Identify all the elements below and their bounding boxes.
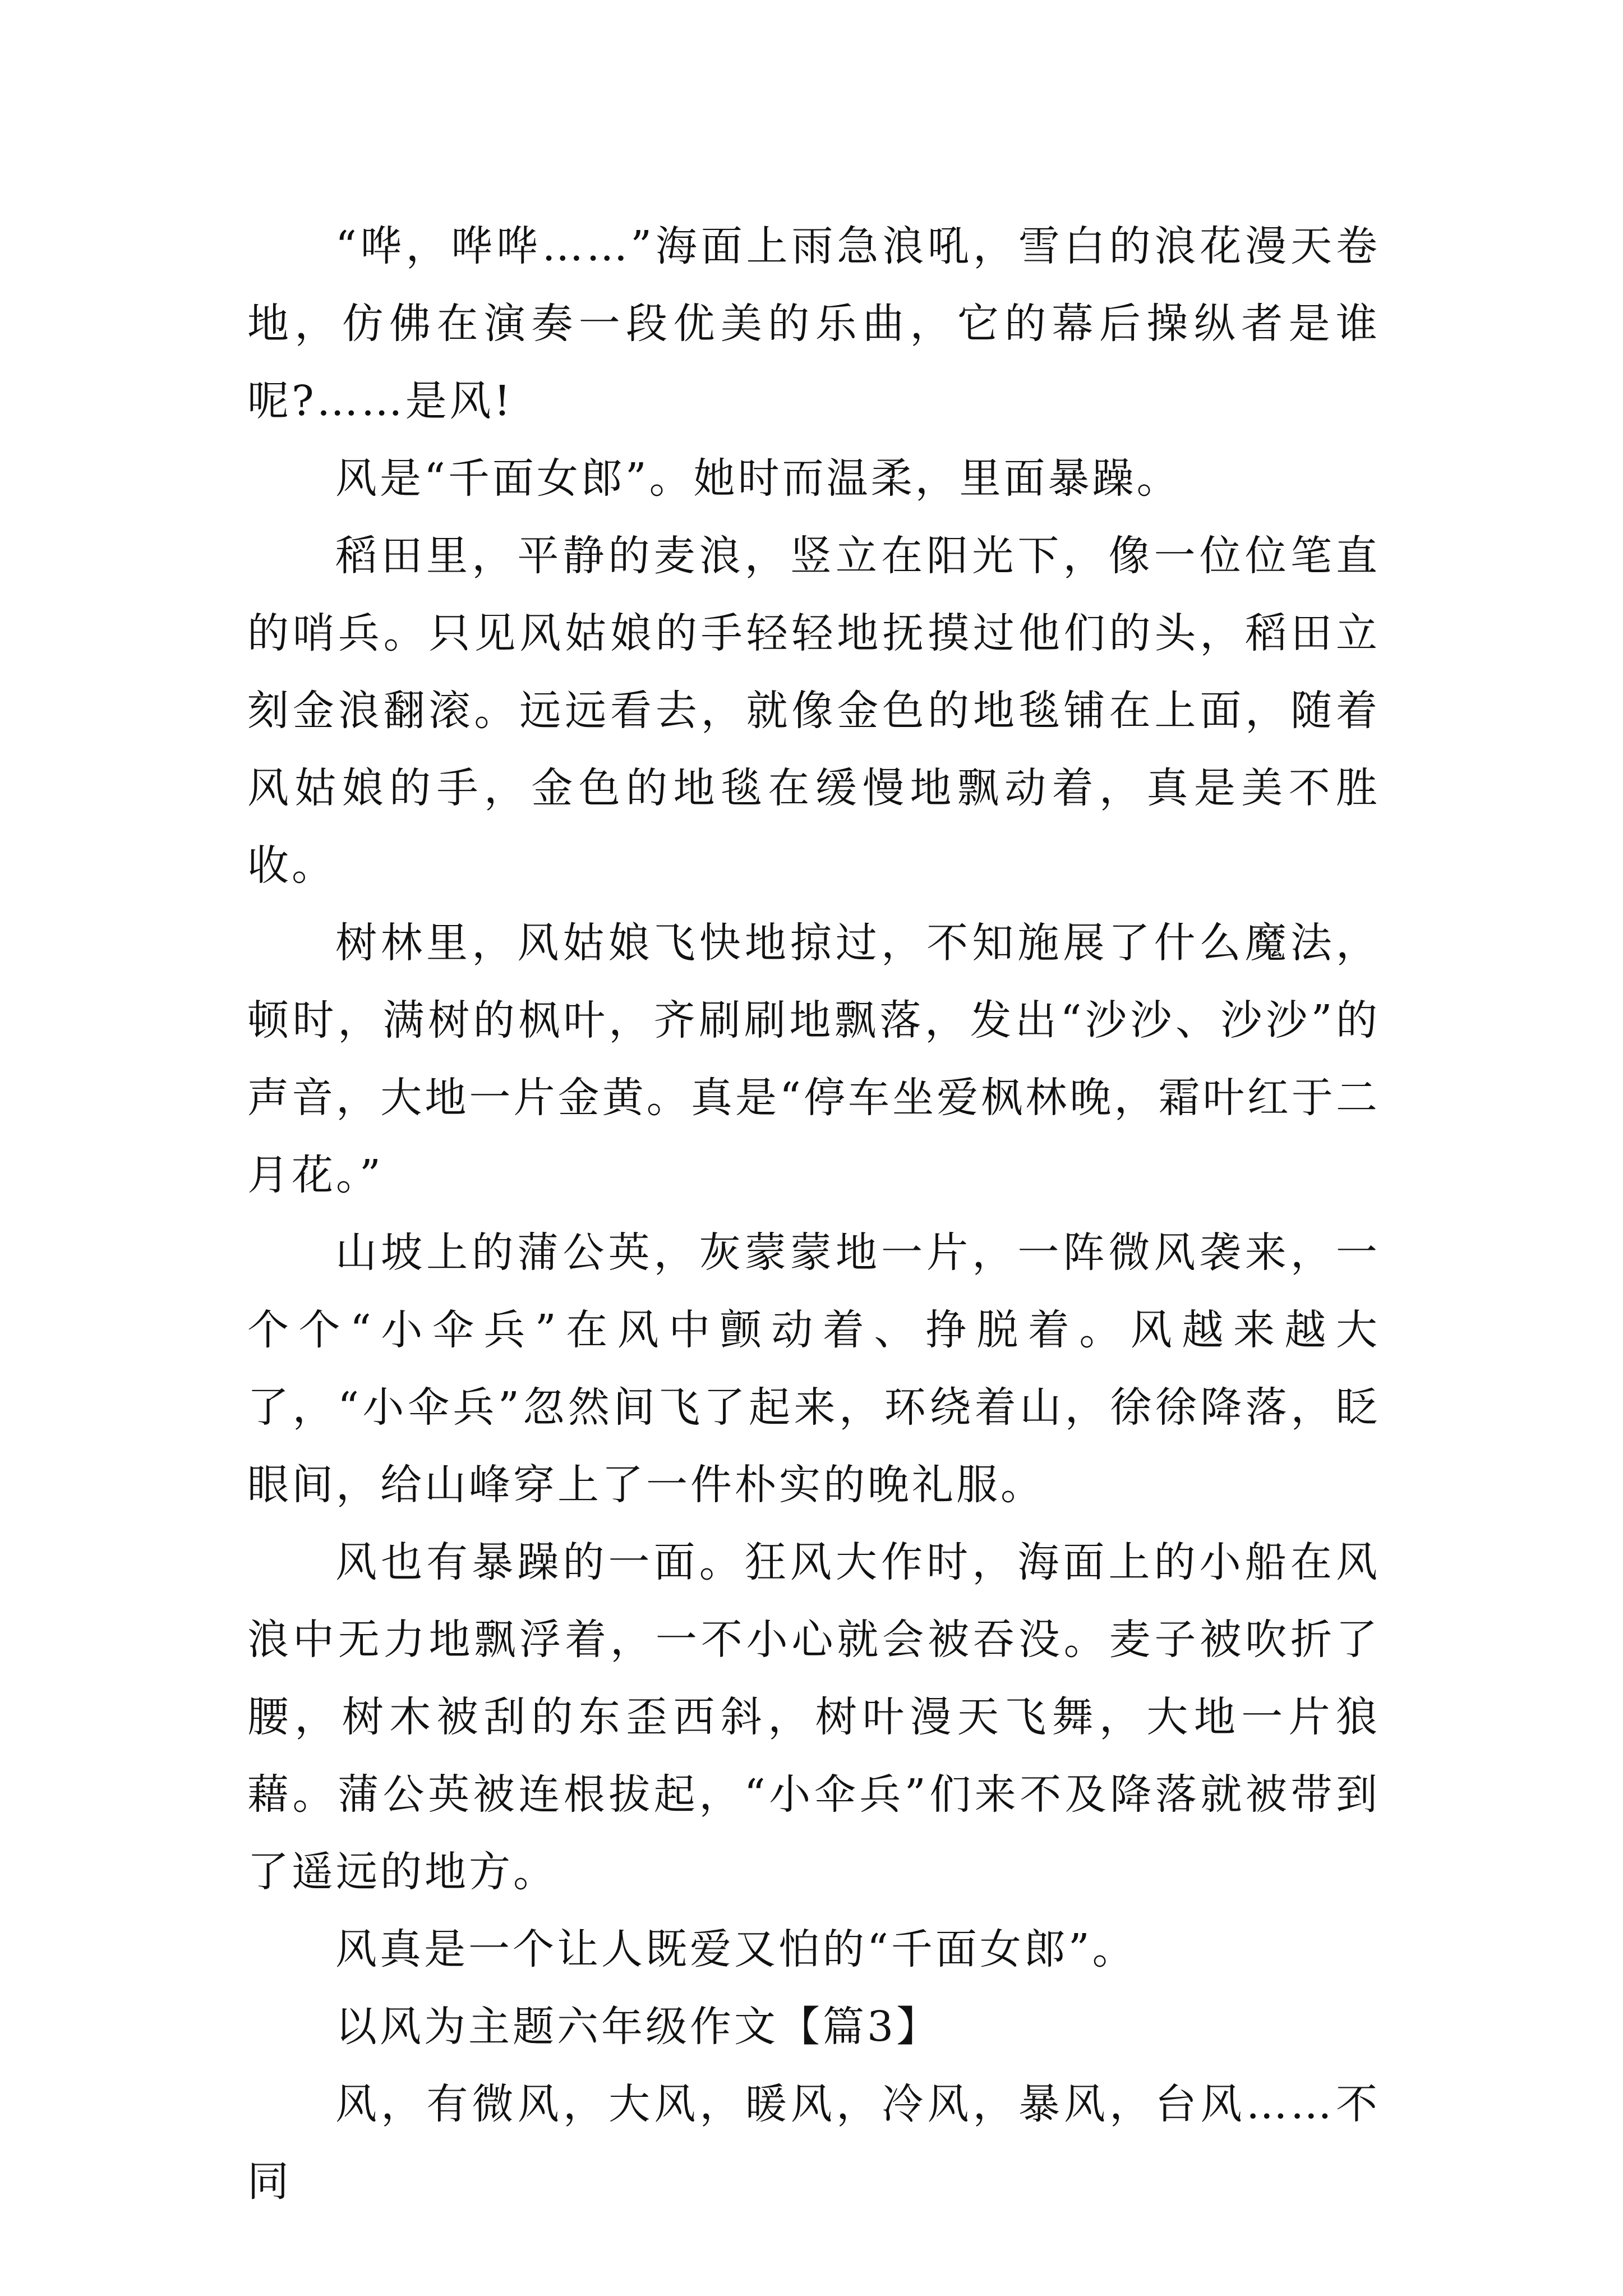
essay-body [247,208,1380,2220]
section-heading: 以风为主题六年级作文【篇3】 [335,2003,941,2051]
paragraph-forest: 树林里，风姑娘飞快地掠过，不知施展了什么魔法，顿时，满树的枫叶，齐刷刷地飘落，发出“沙沙、沙沙”的声音，大地一片金黄。真是“停车坐爱枫林晚，霜叶红于二月花。” [247,919,1380,1199]
paragraph-rice-field: 稻田里，平静的麦浪，竖立在阳光下，像一位位笔直的哨兵。只见风姑娘的手轻轻地抚摸过他们的头，稻田立刻金浪翻滚。远远看去，就像金色的地毯铺在上面，随着风姑娘的手，金色的地毯在缓慢地飘动着，真是美不胜收。 [247,532,1380,890]
paragraph-dandelion: 山坡上的蒲公英，灰蒙蒙地一片，一阵微风袭来，一个个“小伞兵”在风中颤动着、挣脱着。风越来越大了，“小伞兵”忽然间飞了起来，环绕着山，徐徐降落，眨眼间，给山峰穿上了一件朴实的晚礼服。 [247,1228,1380,1509]
paragraph-wave-sound: “哗，哗哗……”海面上雨急浪吼，雪白的浪花漫天卷地，仿佛在演奏一段优美的乐曲，它的幕后操纵者是谁呢?……是风! [247,222,1380,425]
paragraph-conclusion: 风真是一个让人既爱又怕的“千面女郎”。 [335,1925,1137,1973]
paragraph-wind-intro: 风是“千面女郎”。她时而温柔，里面暴躁。 [335,454,1181,503]
paragraph-next-essay-start: 风，有微风，大风，暖风，冷风，暴风，台风……不同 [247,2080,1380,2206]
paragraph-violent-wind: 风也有暴躁的一面。狂风大作时，海面上的小船在风浪中无力地飘浮着，一不小心就会被吞没。麦子被吹折了腰，树木被刮的东歪西斜，树叶漫天飞舞，大地一片狼藉。蒲公英被连根拔起，“小伞兵”们来不及降落就被带到了遥远的地方。 [247,1538,1380,1896]
